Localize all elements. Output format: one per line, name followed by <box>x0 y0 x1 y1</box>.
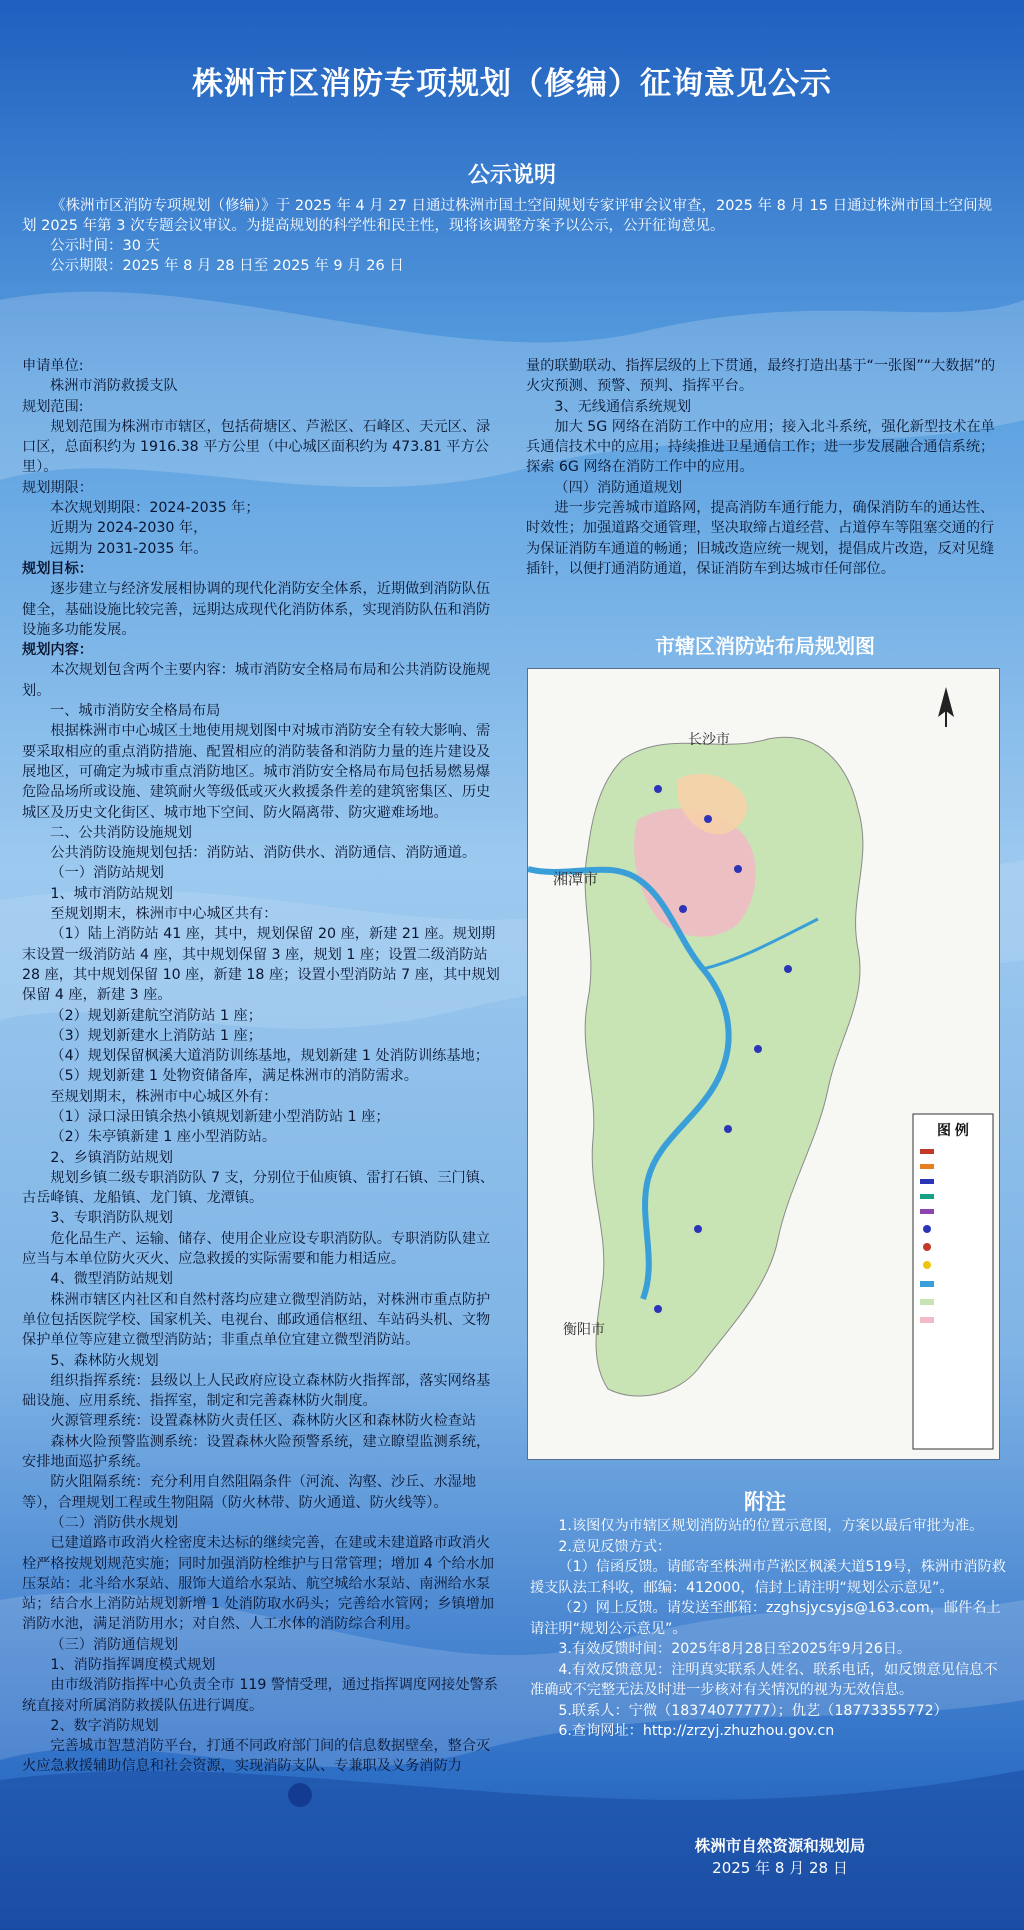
label-scope: 规划范围: <box>22 398 84 415</box>
intro-period: 公示期限：2025 年 8 月 28 日至 2025 年 9 月 26 日 <box>50 258 404 274</box>
note-item: 3.有效反馈时间：2025年8月28日至2025年9月26日。 <box>558 1641 912 1657</box>
section-title: 公示说明 <box>467 163 556 188</box>
town-station-text: 规划乡镇二级专职消防队 7 支，分别位于仙庾镇、雷打石镇、三门镇、古岳峰镇、龙船镇、龙门镇、龙潭镇。 <box>22 1169 495 1207</box>
label-content: 规划内容： <box>22 642 93 659</box>
heading-town-station: 2、乡镇消防站规划 <box>50 1149 173 1166</box>
note-item: 1.该图仅为市辖区规划消防站的位置示意图，方案以最后审批为准。 <box>558 1518 984 1534</box>
heading-wireless: 3、无线通信系统规划 <box>554 398 692 415</box>
city-station-item-1: （1）陆上消防站 41 座，其中，规划保留 20 座，新建 21 座。规划期末设置一级消防站 4 座，其中规划保留 3 座，规划 1 座；设置二级消防站 28 座，其中规划保留 10 座，新建 18 座；设置小型消防站 7 座，其中规划保留 4 座，新建 3 座。 <box>22 926 500 1004</box>
forest-command: 组织指挥系统：县级以上人民政府应设立森林防火指挥部，落实网络基础设施、应用系统、指挥室，制定和完善森林防火制度。 <box>22 1372 491 1410</box>
city-station-intro: 至规划期末，株洲市中心城区共有： <box>50 906 278 923</box>
note-item: 2.意见反馈方式： <box>558 1538 672 1555</box>
left-column <box>22 356 502 1777</box>
dispatch-text: 由市级消防指挥中心负责全市 119 警情受理，通过指挥调度网接处警系统直接对所属消防救援队伍进行调度。 <box>22 1677 498 1714</box>
label-applicant: 申请单位: <box>22 358 84 374</box>
wireless-text: 加大 5G 网络在消防工作中的应用；接入北斗系统，强化新型技术在单兵通信技术中的应用；持续推进卫星通信工作；进一步发展融合通信系统；探索 6G 网络在消防工作中的应用。 <box>526 418 995 476</box>
legend-title: 图 例 <box>937 1122 969 1138</box>
map-title: 市辖区消防站布局规划图 <box>655 634 875 658</box>
digital-text: 完善城市智慧消防平台，打通不同政府部门间的信息数据壁垒，整合灭火应急救援辅助信息和社会资源，实现消防支队、专兼职及义务消防力 <box>22 1738 491 1775</box>
water-text: 已建道路市政消火栓密度未达标的继续完善，在建或未建道路市政消火栓严格按规划规范实施；同时加强消防栓维护与日常管理；增加 4 个给水加压泵站：北斗给水泵站、服饰大道给水泵站、航空城给水泵站、南洲给水泵站；结合水上消防站规划新增 1 处消防取水码头；完善给水管网；乡镇增加消防水池，满足消防用水；对自然、人工水体的消防综合利用。 <box>22 1535 495 1633</box>
heading-digital: 2、数字消防规划 <box>50 1717 159 1734</box>
map-label-xiangtan: 湘潭市 <box>553 871 599 888</box>
city-station-item-4: （4）规划保留枫溪大道消防训练基地，规划新建 1 处消防训练基地； <box>50 1048 489 1065</box>
heading-micro-station: 4、微型消防站规划 <box>50 1271 173 1288</box>
special-team-text: 危化品生产、运输、储存、使用企业应设专职消防队。专职消防队建立应当与本单位防火灭火、应急救援的实际需要和能力相适应。 <box>22 1230 491 1268</box>
heading-part-1: 一、城市消防安全格局布局 <box>50 703 221 720</box>
heading-dispatch: 1、消防指挥调度模式规划 <box>50 1657 216 1673</box>
goal-text: 逐步建立与经济发展相协调的现代化消防安全体系，近期做到消防队伍健全，基础设施比较完善，远期达成现代化消防体系，实现消防队伍和消防设施多功能发展。 <box>22 581 491 638</box>
part-1-text: 根据株洲市中心城区土地使用规划图中对城市消防安全有较大影响、需要采取相应的重点消防措施、配置相应的消防装备和消防力量的连片建设及展地区，可确定为城市重点消防地区。城市消防安全格局布局包括易燃易爆危险品场所或设施、建筑耐火等级低或灭火救援条件差的建筑密集区、历史城区及历史文化街区、城市地下空间、防火隔离带、防灾避难场地。 <box>22 723 491 821</box>
city-station-item-2: （2）规划新建航空消防站 1 座； <box>50 1007 262 1024</box>
intro-paragraph: 《株洲市区消防专项规划（修编）》于 2025 年 4 月 27 日通过株洲市国土空间规划专家评审会议审查，2025 年 8 月 15 日通过株洲市国土空间规划 2025 年第 3 次专题会议审议。为提高规划的科学性和民主性，现将该调整方案予以公示，公开征询意见。 <box>22 198 993 234</box>
label-goal: 规划目标： <box>22 560 93 577</box>
issue-date: 2025 年 8 月 28 日 <box>712 1859 848 1877</box>
heading-access: （四）消防通道规划 <box>554 479 683 496</box>
note-item: 5.联系人：宁微（18374077777）；仇艺（18773355772） <box>558 1702 948 1719</box>
heading-forest: 5、森林防火规划 <box>50 1352 159 1369</box>
map-svg <box>528 669 999 1459</box>
map-label-changsha: 长沙市 <box>688 731 730 747</box>
forest-warning: 森林火险预警监测系统：设置森林火险预警系统，建立瞭望监测系统，安排地面巡护系统。 <box>22 1433 491 1471</box>
map-label-hengyang: 衡阳市 <box>563 1321 605 1337</box>
term-far: 远期为 2031-2035 年。 <box>50 540 208 557</box>
applicant-value: 株洲市消防救援支队 <box>50 378 178 395</box>
notes-list <box>530 1516 1008 1742</box>
term-text: 本次规划期限：2024-2035 年； <box>50 500 260 517</box>
city-station-item-3: （3）规划新建水上消防站 1 座； <box>50 1027 262 1044</box>
note-item: （1）信函反馈。请邮寄至株洲市芦淞区枫溪大道519号，株洲市消防救援支队法工科收，邮编：412000，信封上请注明“规划公示意见”。 <box>530 1559 1006 1596</box>
page-title: 株洲市区消防专项规划（修编）征询意见公示 <box>192 66 832 102</box>
heading-part-2: 二、公共消防设施规划 <box>50 824 192 841</box>
outer-station-intro: 至规划期末，株洲市中心城区外有： <box>50 1088 278 1105</box>
outer-station-item-1: （1）渌口渌田镇余热小镇规划新建小型消防站 1 座； <box>50 1108 390 1125</box>
city-station-item-5: （5）规划新建 1 处物资储备库，满足株洲市的消防需求。 <box>50 1068 418 1085</box>
scope-text: 规划范围为株洲市市辖区，包括荷塘区、芦淞区、石峰区、天元区、渌口区，总面积约为 1916.38 平方公里（中心城区面积约为 473.81 平方公里）。 <box>22 418 491 476</box>
notes-title: 附注 <box>744 1490 786 1514</box>
station-layout-map <box>527 668 1000 1460</box>
forest-fire-source: 火源管理系统：设置森林防火责任区、森林防火区和森林防火检查站 <box>50 1413 477 1430</box>
heading-station: （一）消防站规划 <box>50 865 164 882</box>
query-url-link[interactable]: 6.查询网址：http://zrzyj.zhuzhou.gov.cn <box>558 1723 835 1739</box>
right-column <box>526 356 1004 579</box>
heading-special-team: 3、专职消防队规划 <box>50 1210 173 1227</box>
digital-text-cont: 量的联勤联动、指挥层级的上下贯通，最终打造出基于“一张图”“大数据”的火灾预测、预警、预判、指挥平台。 <box>526 358 996 395</box>
term-near: 近期为 2024-2030 年， <box>50 520 208 537</box>
note-item: （2）网上反馈。请发送至邮箱：zzghsjycsyjs@163.com，邮件名上请注明“规划公示意见”。 <box>530 1600 1001 1637</box>
part-2-text: 公共消防设施规划包括：消防站、消防供水、消防通信、消防通道。 <box>50 845 477 862</box>
heading-city-station: 1、城市消防站规划 <box>50 885 173 902</box>
map-legend <box>913 1114 993 1449</box>
label-term: 规划期限： <box>22 479 93 496</box>
intro-block <box>22 196 1002 276</box>
outer-station-item-2: （2）朱亭镇新建 1 座小型消防站。 <box>50 1129 277 1146</box>
micro-station-text: 株洲市辖区内社区和自然村落均应建立微型消防站，对株洲市重点防护单位包括医院学校、国家机关、电视台、邮政通信枢纽、车站码头机、文物保护单位等应建立微型消防站；非重点单位宜建立微型消防站。 <box>22 1291 491 1349</box>
heading-comm: （三）消防通信规划 <box>50 1636 179 1653</box>
issuing-organization: 株洲市自然资源和规划局 <box>694 1837 866 1855</box>
forest-barrier: 防火阻隔系统：充分利用自然阻隔条件（河流、沟壑、沙丘、水湿地等），合理规划工程或生物阻隔（防火林带、防火通道、防火线等）。 <box>22 1474 477 1511</box>
intro-duration: 公示时间：30 天 <box>50 238 161 254</box>
heading-water: （二）消防供水规划 <box>50 1514 179 1531</box>
access-text: 进一步完善城市道路网，提高消防车通行能力，确保消防车的通达性、时效性；加强道路交通管理，坚决取缔占道经营、占道停车等阻塞交通的行为保证消防车通道的畅通；旧城改造应统一规划，提倡成片改造，反对见缝插针，以便打通消防通道，保证消防车到达城市任何部位。 <box>526 500 995 577</box>
note-item: 4.有效反馈意见：注明真实联系人姓名、联系电话，如反馈意见信息不准确或不完整无法及时进一步核对有关情况的视为无效信息。 <box>530 1661 998 1698</box>
content-text: 本次规划包含两个主要内容：城市消防安全格局布局和公共消防设施规划。 <box>22 662 491 699</box>
signature-block <box>620 1835 940 1879</box>
